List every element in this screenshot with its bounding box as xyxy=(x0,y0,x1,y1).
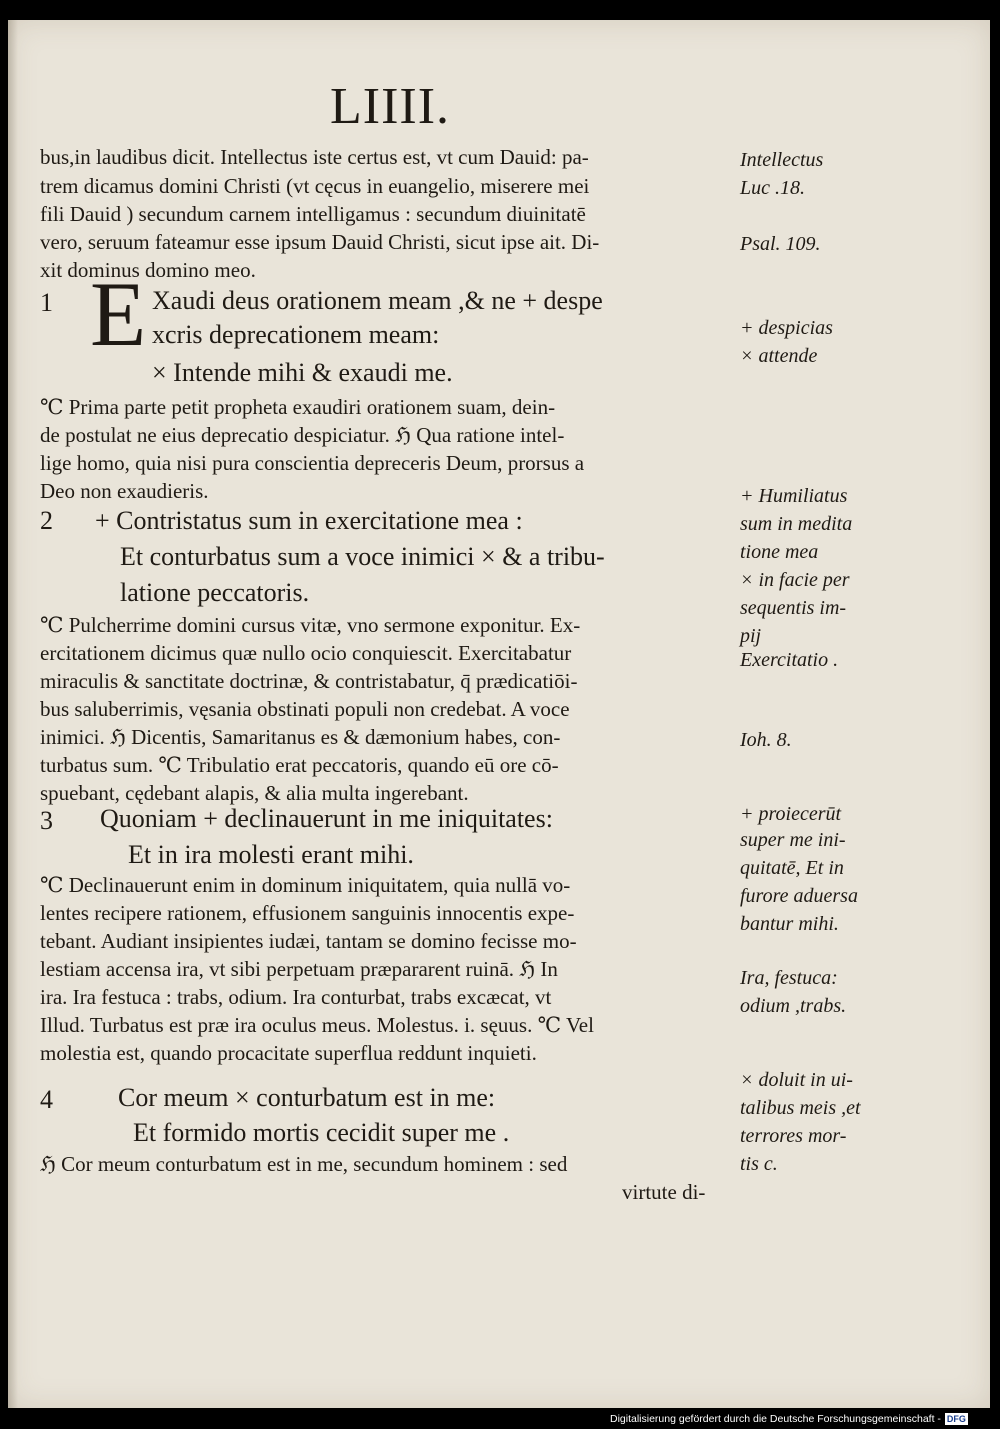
marginal-note: talibus meis ,et xyxy=(740,1097,861,1119)
marginal-note: furore aduersa xyxy=(740,885,858,907)
verse-line: xcris deprecationem meam: xyxy=(152,320,440,349)
verse-line: + Contristatus sum in exercitatione mea : xyxy=(95,506,523,535)
commentary-line: de postulat ne eius deprecatio despiciatur. ℌ Qua ratione intel- xyxy=(40,423,565,447)
verse-line: × Intende mihi & exaudi me. xyxy=(152,358,453,387)
commentary-line: molestia est, quando procacitate superflua reddunt inquieti. xyxy=(40,1041,537,1065)
verse-line: Xaudi deus orationem meam ,& ne + despe xyxy=(152,286,603,315)
commentary-line: Illud. Turbatus est præ ira oculus meus. Molestus. i. sęuus. ℃ Vel xyxy=(40,1013,594,1037)
verse-number: 1 xyxy=(40,288,53,317)
marginal-note: sequentis im- xyxy=(740,597,847,619)
marginal-note: super me ini- xyxy=(740,829,846,851)
commentary-line: miraculis & sanctitate doctrinæ, & contristabatur, q̄ prædicatiōi- xyxy=(40,669,578,693)
marginal-note: bantur mihi. xyxy=(740,913,839,935)
verse-line: Cor meum × conturbatum est in me: xyxy=(118,1083,496,1112)
footer-text: Digitalisierung gefördert durch die Deutsche Forschungsgemeinschaft - xyxy=(610,1413,941,1425)
dfg-logo-icon: DFG xyxy=(946,1414,966,1424)
marginal-note: odium ,trabs. xyxy=(740,995,847,1017)
intro-line: xit dominus domino meo. xyxy=(40,258,256,282)
marginal-note: × in facie per xyxy=(740,569,850,591)
marginal-note: sum in medita xyxy=(740,513,853,535)
drop-capital: E xyxy=(90,263,147,365)
verse-line: Et formido mortis cecidit super me . xyxy=(133,1118,510,1147)
marginal-note: tione mea xyxy=(740,541,819,563)
verse-line: Et conturbatus sum a voce inimici × & a tribu- xyxy=(120,542,605,571)
verse-number: 3 xyxy=(40,806,53,835)
commentary-line: inimici. ℌ Dicentis, Samaritanus es & dæmonium habes, con- xyxy=(40,725,561,749)
commentary-line: lige homo, quia nisi pura conscientia depreceris Deum, prorsus a xyxy=(40,451,585,475)
marginal-note: Psal. 109. xyxy=(740,233,821,255)
commentary-line: ira. Ira festuca : trabs, odium. Ira conturbat, trabs excæcat, vt xyxy=(40,985,552,1009)
verse-line: latione peccatoris. xyxy=(120,578,310,607)
marginal-note: + despicias xyxy=(740,317,833,339)
intro-line: vero, seruum fateamur esse ipsum Dauid Christi, sicut ipse ait. Di- xyxy=(40,230,600,254)
marginal-note: + Humiliatus xyxy=(740,485,848,507)
intro-line: bus,in laudibus dicit. Intellectus iste certus est, vt cum Dauid: pa- xyxy=(40,145,589,169)
commentary-line: tebant. Audiant insipientes iudæi, tantam se domino fecisse mo- xyxy=(40,929,577,953)
verse-number: 4 xyxy=(40,1085,53,1114)
catchword: virtute di- xyxy=(622,1180,706,1204)
marginal-note: × attende xyxy=(740,345,818,367)
commentary-line: ercitationem dicimus quæ nullo ocio conquiescit. Exercitabatur xyxy=(40,641,572,665)
commentary-line: ℃ Pulcherrime domini cursus vitæ, vno sermone exponitur. Ex- xyxy=(40,613,581,637)
verse-number: 2 xyxy=(40,506,53,535)
marginal-note: tis c. xyxy=(740,1153,778,1175)
marginal-note: × doluit in ui- xyxy=(740,1069,853,1091)
verse-line: Quoniam + declinauerunt in me iniquitates: xyxy=(100,804,553,833)
commentary-line: lestiam accensa ira, vt sibi perpetuam præpararent ruinā. ℌ In xyxy=(40,957,558,981)
folio-number: LIIII. xyxy=(330,78,451,135)
digitization-footer xyxy=(610,1411,990,1427)
commentary-line: ℃ Prima parte petit propheta exaudiri orationem suam, dein- xyxy=(40,395,556,419)
intro-line: trem dicamus domini Christi (vt cęcus in euangelio, miserere mei xyxy=(40,174,590,198)
verse-line: Et in ira molesti erant mihi. xyxy=(128,840,414,869)
commentary-line: ℌ Cor meum conturbatum est in me, secundum hominem : sed xyxy=(40,1152,568,1176)
marginal-note: Ira, festuca: xyxy=(740,967,838,989)
commentary-line: turbatus sum. ℃ Tribulatio erat peccatoris, quando eū ore cō- xyxy=(40,753,559,777)
intro-line: fili Dauid ) secundum carnem intelligamus : secundum diuinitatē xyxy=(40,202,586,226)
marginal-note: Luc .18. xyxy=(740,177,805,199)
marginal-note: pij xyxy=(740,625,762,647)
marginal-note: quitatē, Et in xyxy=(740,857,844,879)
marginal-note: terrores mor- xyxy=(740,1125,847,1147)
commentary-line: ℃ Declinauerunt enim in dominum iniquitatem, quia nullā vo- xyxy=(40,873,571,897)
marginal-note: Ioh. 8. xyxy=(740,729,792,751)
commentary-line: lentes recipere rationem, effusionem sanguinis innocentis expe- xyxy=(40,901,575,925)
marginal-note: Intellectus xyxy=(740,149,824,171)
commentary-line: bus saluberrimis, vęsania obstinati populi non credebat. A voce xyxy=(40,697,570,721)
marginal-note: Exercitatio . xyxy=(740,649,839,671)
commentary-line: spuebant, cędebant alapis, & alia multa ingerebant. xyxy=(40,781,469,805)
commentary-line: Deo non exaudieris. xyxy=(40,479,209,503)
marginal-note: + proiecerūt xyxy=(740,803,842,825)
